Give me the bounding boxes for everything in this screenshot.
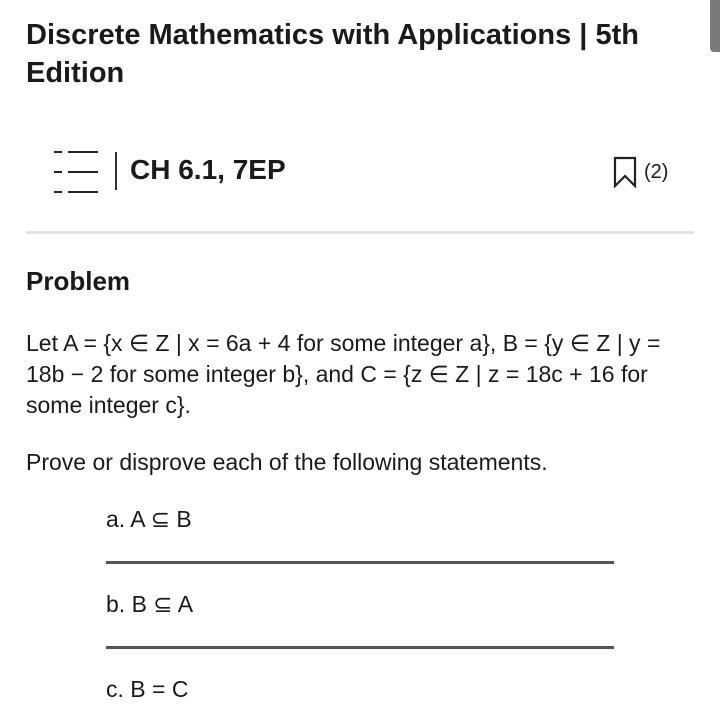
section-divider xyxy=(26,231,694,234)
chapter-header xyxy=(26,140,694,202)
problem-heading: Problem xyxy=(26,266,131,296)
part-c: c. B = C xyxy=(106,676,189,702)
chapter-label: CH 6.1, 7EP xyxy=(130,154,286,185)
bookmark-count: (2) xyxy=(644,161,669,183)
bookmark-icon[interactable] xyxy=(612,156,638,188)
problem-statement: Let A = {x ∈ Z | x = 6a + 4 for some integer a}, B = {y ∈ Z | y = 18b − 2 for some integer b}, and C = {z ∈ Z | z = 18c + 16 for some integer c}. xyxy=(26,330,661,418)
answer-line-a xyxy=(106,561,614,564)
problem-prompt: Prove or disprove each of the following statements. xyxy=(26,449,548,475)
scrollbar[interactable] xyxy=(710,0,720,52)
list-icon[interactable] xyxy=(52,144,102,200)
book-title: Discrete Mathematics with Applications | 5th Edition xyxy=(26,19,639,89)
part-a: a. A ⊆ B xyxy=(106,506,192,532)
answer-line-b xyxy=(106,646,614,649)
header-divider xyxy=(115,152,117,190)
part-b: b. B ⊆ A xyxy=(106,591,194,617)
